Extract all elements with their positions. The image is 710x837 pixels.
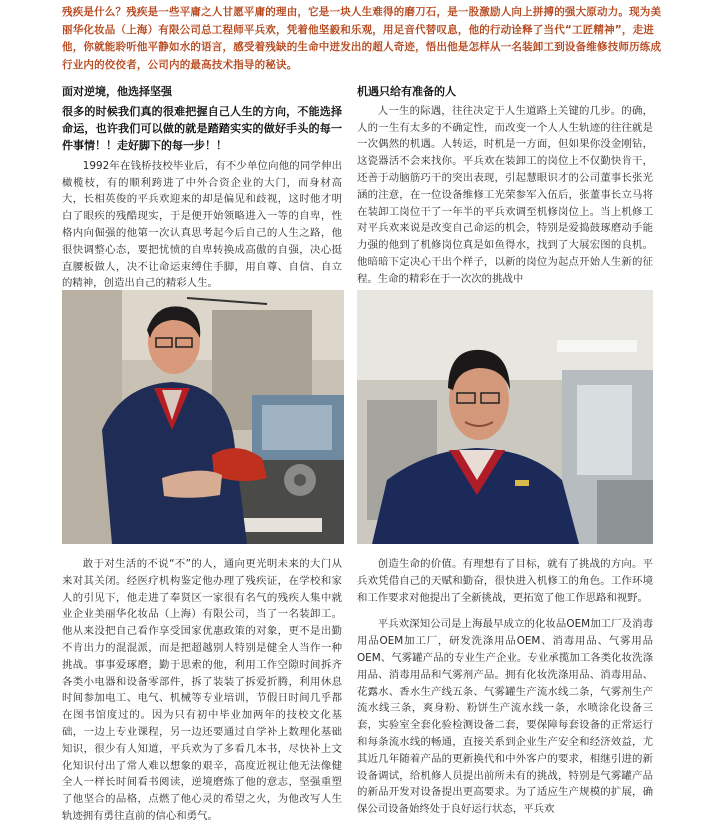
- left-column: [62, 84, 342, 292]
- left-lead: 很多的时候我们真的很难把握自己人生的方向，不能选择命运，也许我们可以做的就是踏踏实实的做好手头的每一件事情！！走好脚下的每一步！！: [62, 104, 342, 152]
- bottom-right-paragraph-2: 平兵欢深知公司是上海最早成立的化妆品OEM加工厂及消毒用品OEM加工厂，研发洗涤用品OEM、消毒用品、气雾用品OEM、气雾罐产品的专业生产企业。专业承揽加工各类化妆洗涤用品、消毒用品和气雾剂产品。拥有化妆洗涤用品、消毒用品、花露水、香水生产线五条、气雾罐生产流水线二条，气雾剂生产流水线三条，爽身粉、粉饼生产流水线一条，水喷涂化设备三套，实验室全套化验检测设备二套，要保障每套设备的正常运行和每条流水线的畅通，直接关系到企业生产安全和经济效益，尤其近几年随着产品的更新换代和中外客户的要求，相继引进的新设备调试，给机修人员提出前所未有的挑战，特别是气雾罐产品的新品开发对设备提出更高要求。为了适应生产规模的扩展，确保公司设备始终处于良好运行状态，平兵欢: [357, 618, 653, 816]
- left-heading: 面对逆境，他选择坚强: [62, 85, 172, 98]
- left-paragraph: 1992年在钱桥技校毕业后，有不少单位向他的同学伸出橄榄枝，有的顺利跨进了中外合资企业的大门，而身材高大，长相英俊的平兵欢迎来的却是偏见和歧视，这时他才明白了眼疾的残酷现实，于是便开始领略进入一等的自卑，性格内向倔强的他第一次认真思考起今后自己的人生之路，他很快调整心态，要把忧愤的自卑转换成高傲的自强，决心挺直腰板做人，决不让命运束缚住手脚，用自尊、自信、自立的精神，创造出自己的精彩人生。: [62, 159, 342, 290]
- bottom-left-paragraph: 敢于对生活的不说“不”的人，通向更光明未来的大门从来对其关闭。经医疗机构鉴定他办理了残疾证，在学校和家人的引见下，他走进了奉贤区一家很有名气的残疾人集中就业企业美丽华化妆品（上海）有限公司，当了一名装卸工。他从来没把自己看作享受国家优惠政策的对象，更不是出勤不肯出力的混混派，而是把超越别人特别是健全人当作一种挑战。事事爱琢磨，勤于思索的他，利用工作空隙时间拆齐各类小电器和设备零部件，拆了装装了拆爱折腾，利用休息时间参加电工、电气、机械等专业培训，节假日时间几乎都在图书馆度过的。因为只有初中毕业加两年的技校文化基础，一边上专业课程，另一边还要通过自学补上数理化基础知识，很少有人知道，平兵欢为了多看几本书，尽快补上文化知识付出了常人难以想象的艰辛，高度近视让他无法像健全人一样长时间看书阅读，逆境磨炼了他的意志，坚强重塑了他坚合的品格，点燃了他心灵的希望之火，为他改写人生轨迹拥有勇往直前的信心和勇气。: [62, 558, 342, 822]
- bottom-right-column: [357, 556, 653, 818]
- intro-paragraph: 残疾是什么？残疾是一些平庸之人甘愿平庸的理由，它是一块人生难得的磨刀石，是一股激励人向上拼搏的强大原动力。现为美丽华化妆品（上海）有限公司总工程师平兵欢，凭着他坚毅和乐观，用足音代替叹息，他的行动诠释了当代“工匠精神”，走进他，你就能聆听他平静如水的语言，感受着残缺的生命中迸发出的超人奇迹，悟出他是怎样从一名装卸工到设备维修技师历练成行业内的佼佼者，公司内的最高技术指导的秘诀。: [62, 6, 662, 71]
- photo-worker-portrait: [357, 290, 653, 544]
- right-heading: 机遇只给有准备的人: [357, 85, 456, 98]
- right-column: [357, 84, 653, 288]
- photo-worker-machine: [62, 290, 344, 544]
- bottom-right-paragraph-1: 创造生命的价值。有理想有了目标，就有了挑战的方向。平兵欢凭借自己的天赋和勤奋，很快进入机修工的角色。工作环境和工作要求对他提出了全新挑战，更拓宽了他工作思路和视野。: [357, 558, 653, 604]
- bottom-left-column: [62, 556, 342, 825]
- right-paragraph: 人一生的际遇，往往决定于人生道路上关键的几步。的确，人的一生有太多的不确定性，而改变一个人人生轨迹的往往就是一次偶然的机遇。人转运，时机是一方面，但如果你没金刚钻，这瓷器活不会来找你。平兵欢在装卸工的岗位上不仅勤快肯干，还善于动脑筋巧干的突出表现，引起慧眼识才的公司董事长张光涵的注意，在一位设备维修工光荣参军入伍后，张董事长立马将在装卸工岗位干了一年半的平兵欢调至机修岗位上。当上机修工对平兵欢来说是改变自己命运的机会，特别是爱捣鼓琢磨动手能力强的他到了机修岗位真是如鱼得水，找到了大展宏图的良机。他暗暗下定决心干出个样子，以新的岗位为起点开始人生新的征程。生命的精彩在于一次次的挑战中: [357, 104, 653, 285]
